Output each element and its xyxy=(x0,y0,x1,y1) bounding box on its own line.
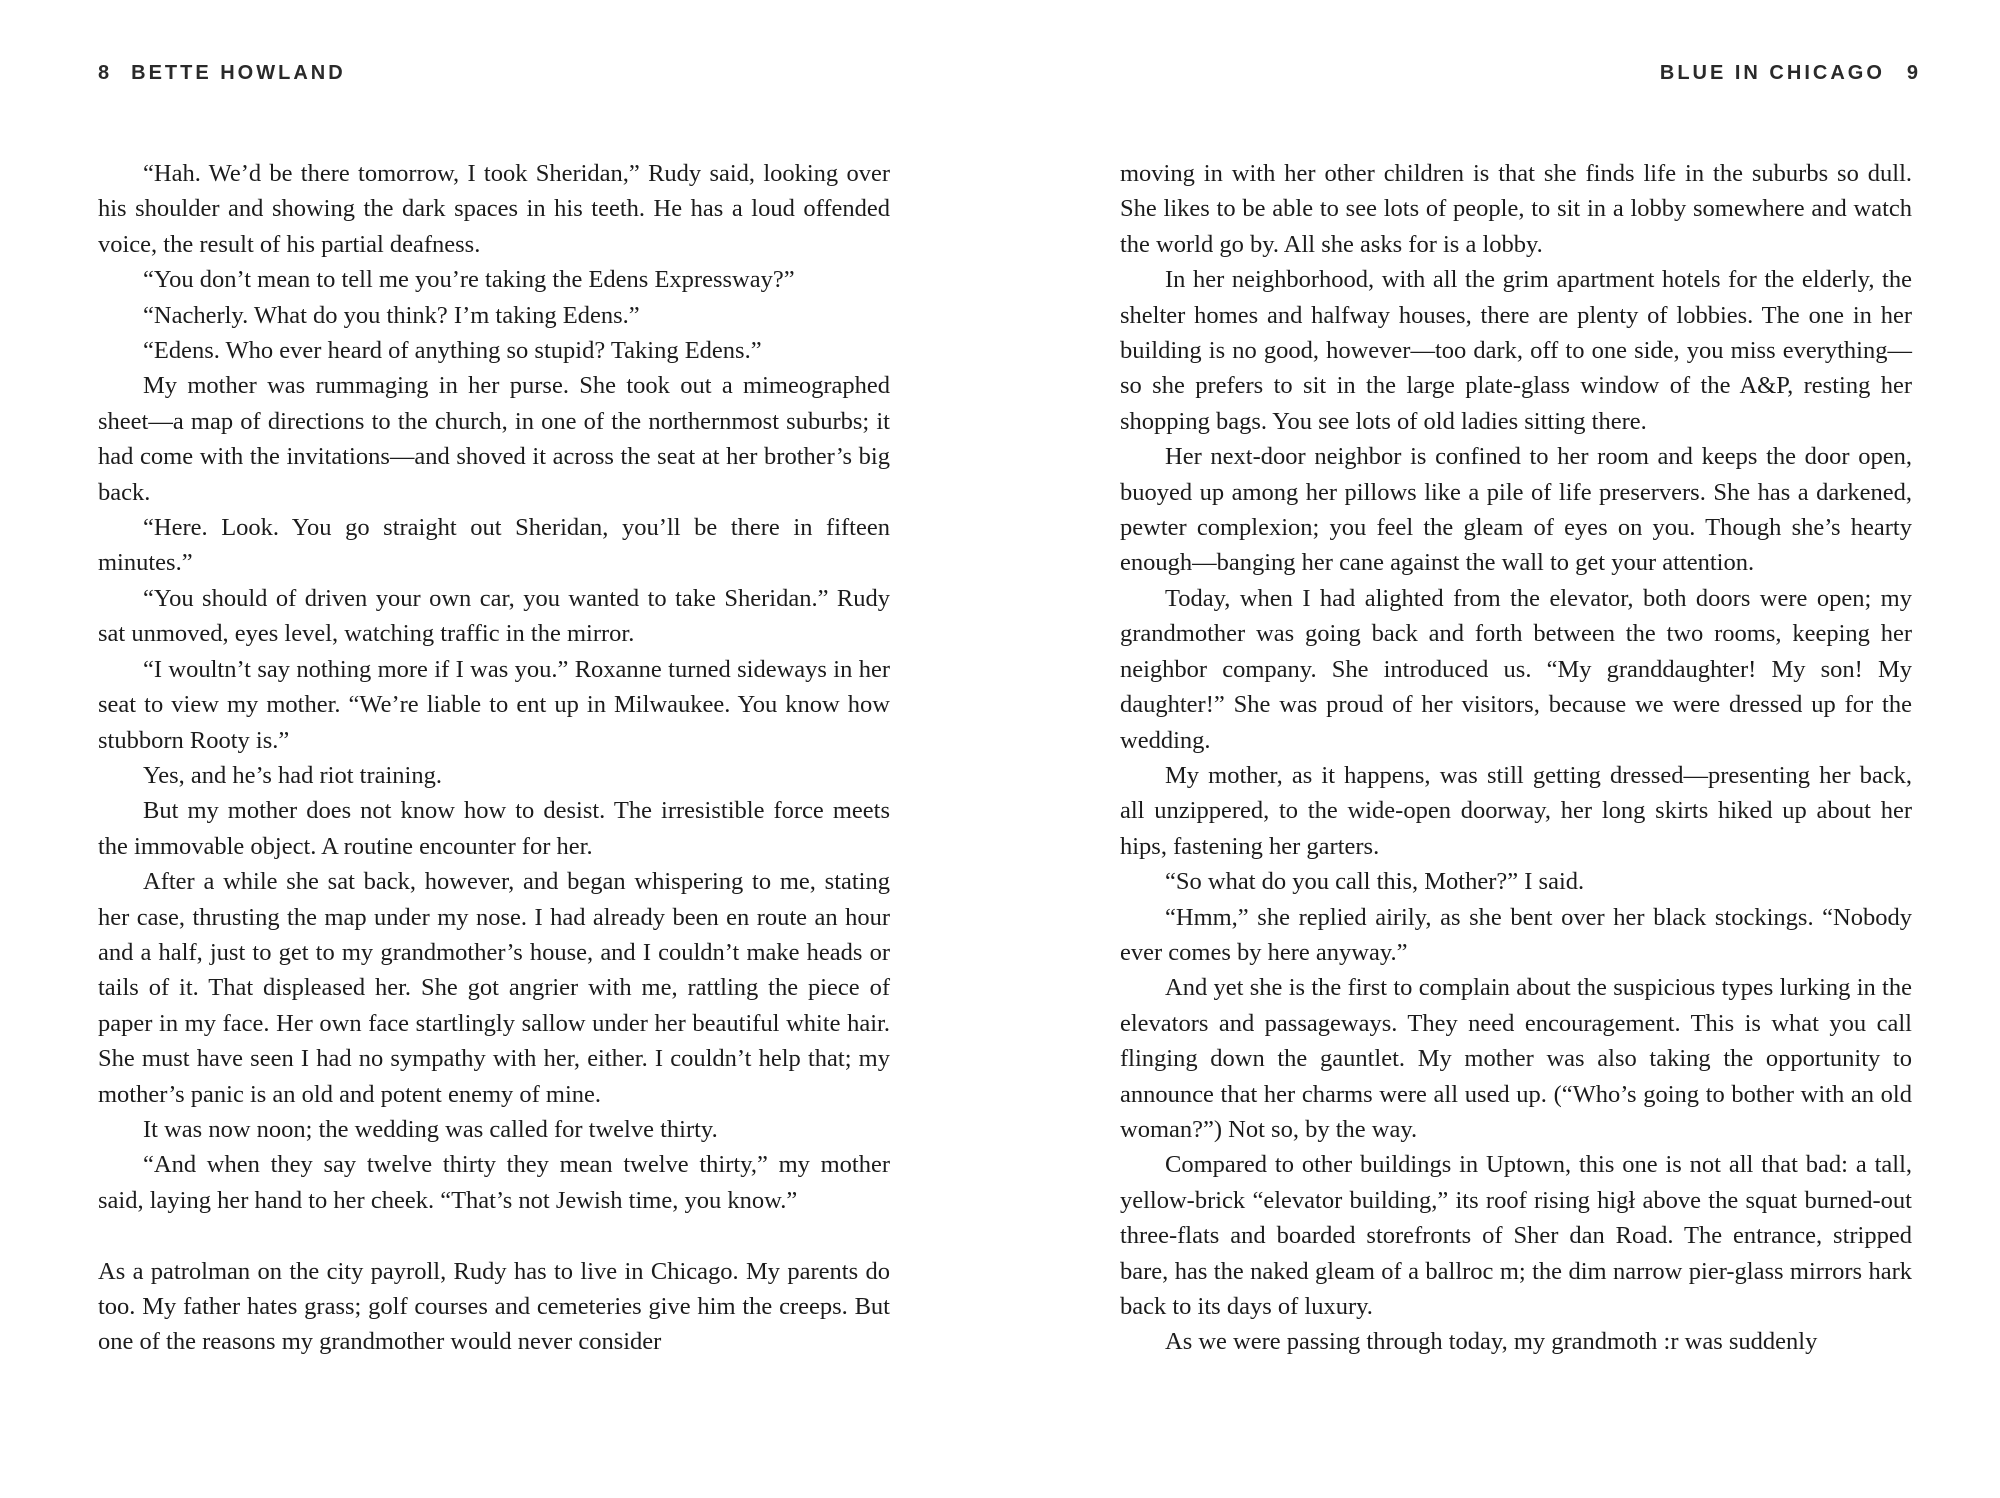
paragraph: “I woultn’t say nothing more if I was you.” Roxanne turned sideways in her seat to view my mother. “We’re liable to ent up in Milwaukee. You know how stubborn Rooty is.” xyxy=(98,655,890,754)
right-page xyxy=(1000,0,2000,1498)
left-running-head xyxy=(98,62,346,85)
section-break xyxy=(98,1218,890,1253)
paragraph: “And when they say twelve thirty they mean twelve thirty,” my mother said, laying her hand to her cheek. “That’s not Jewish time, you know.” xyxy=(98,1151,890,1214)
paragraph: Her next-door neighbor is confined to her room and keeps the door open, buoyed up among her pillows like a pile of life preservers. She has a darkened, pewter complexion; you feel the gleam of eyes on you. Though she’s hearty enough—banging her cane against the wall to get your attention. xyxy=(1120,443,1912,577)
paragraph: It was now noon; the wedding was called for twelve thirty. xyxy=(143,1115,718,1143)
paragraph: But my mother does not know how to desist. The irresistible force meets the immovable object. A routine encounter for her. xyxy=(98,797,890,860)
right-running-head xyxy=(1660,62,1918,85)
paragraph: Compared to other buildings in Uptown, this one is not all that bad: a tall, yellow-brick “elevator building,” its roof rising higł above the squat burned-out three-flats and boarded storefronts of Sher dan Road. The entrance, stripped bare, has the naked gleam of a ballroc m; the dim narrow pier-glass mirrors hark back to its days of luxury. xyxy=(1120,1151,1912,1320)
paragraph: moving in with her other children is that she finds life in the suburbs so dull. She likes to be able to see lots of people, to sit in a lobby somewhere and watch the world go by. All she asks for is a lobby. xyxy=(1120,160,1912,258)
paragraph: And yet she is the first to complain about the suspicious types lurking in the elevators and passageways. They need encouragement. This is what you call flinging down the gauntlet. My mother was also taking the opportunity to announce that her charms were all used up. (“Who’s going to bother with an old woman?”) Not so, by the way. xyxy=(1120,974,1912,1143)
paragraph: As a patrolman on the city payroll, Rudy has to live in Chicago. My parents do too. My father hates grass; golf courses and cemeteries give him the creeps. But one of the reasons my grandmother would never consider xyxy=(98,1257,890,1356)
paragraph: “You don’t mean to tell me you’re taking the Edens Expressway?” xyxy=(143,266,795,294)
right-page-number: 9 xyxy=(1906,62,1918,84)
paragraph: “Hmm,” she replied airily, as she bent over her black stockings. “Nobody ever comes by here anyway.” xyxy=(1120,903,1912,966)
paragraph: In her neighborhood, with all the grim apartment hotels for the elderly, the shelter homes and halfway houses, there are plenty of lobbies. The one in her building is no good, however—too dark, off to one side, you miss everything—so she prefers to sit in the large plate-glass window of the A&P, resting her shopping bags. You see lots of old ladies sitting there. xyxy=(1120,266,1912,435)
paragraph: “So what do you call this, Mother?” I said. xyxy=(1165,868,1585,896)
paragraph: “Here. Look. You go straight out Sheridan, you’ll be there in fifteen minutes.” xyxy=(98,514,890,577)
paragraph: Yes, and he’s had riot training. xyxy=(143,761,442,789)
paragraph: “Nacherly. What do you think? I’m taking Edens.” xyxy=(143,301,640,329)
left-page-number: 8 xyxy=(98,62,110,84)
left-text-block xyxy=(98,156,890,1360)
paragraph: “Edens. Who ever heard of anything so stupid? Taking Edens.” xyxy=(143,337,762,365)
paragraph: “You should of driven your own car, you wanted to take Sheridan.” Rudy sat unmoved, eyes level, watching traffic in the mirror. xyxy=(98,584,890,648)
paragraph: Today, when I had alighted from the elevator, both doors were open; my grandmother was going back and forth between the two rooms, keeping her neighbor company. She introduced us. “My granddaughter! My son! My daughter!” She was proud of her visitors, because we were dressed up for the wedding. xyxy=(1120,584,1912,754)
paragraph: My mother was rummaging in her purse. She took out a mimeographed sheet—a map of directions to the church, in one of the northernmost suburbs; it had come with the invitations—and shoved it across the seat at her brother’s big back. xyxy=(98,372,890,506)
paragraph: After a while she sat back, however, and began whispering to me, stating her case, thrusting the map under my nose. I had already been en route an hour and a half, just to get to my grandmother’s house, and I couldn’t make heads or tails of it. That displeased her. She got angrier with me, rattling the piece of paper in my face. Her own face startlingly sallow under her beautiful white hair. She must have seen I had no sympathy with her, either. I couldn’t help that; my mother’s panic is an old and potent enemy of mine. xyxy=(98,868,890,1108)
title-running-head: BLUE IN CHICAGO xyxy=(1659,62,1885,84)
author-running-head: BETTE HOWLAND xyxy=(131,62,346,84)
paragraph: As we were passing through today, my grandmoth :r was suddenly xyxy=(1165,1328,1818,1356)
right-text-block xyxy=(1120,156,1912,1360)
paragraph: “Hah. We’d be there tomorrow, I took Sheridan,” Rudy said, looking over his shoulder and showing the dark spaces in his teeth. He has a loud offended voice, the result of his partial deafness. xyxy=(98,160,890,258)
paragraph: My mother, as it happens, was still getting dressed—presenting her back, all unzippered, to the wide-open doorway, her long skirts hiked up about her hips, fastening her garters. xyxy=(1120,761,1912,860)
